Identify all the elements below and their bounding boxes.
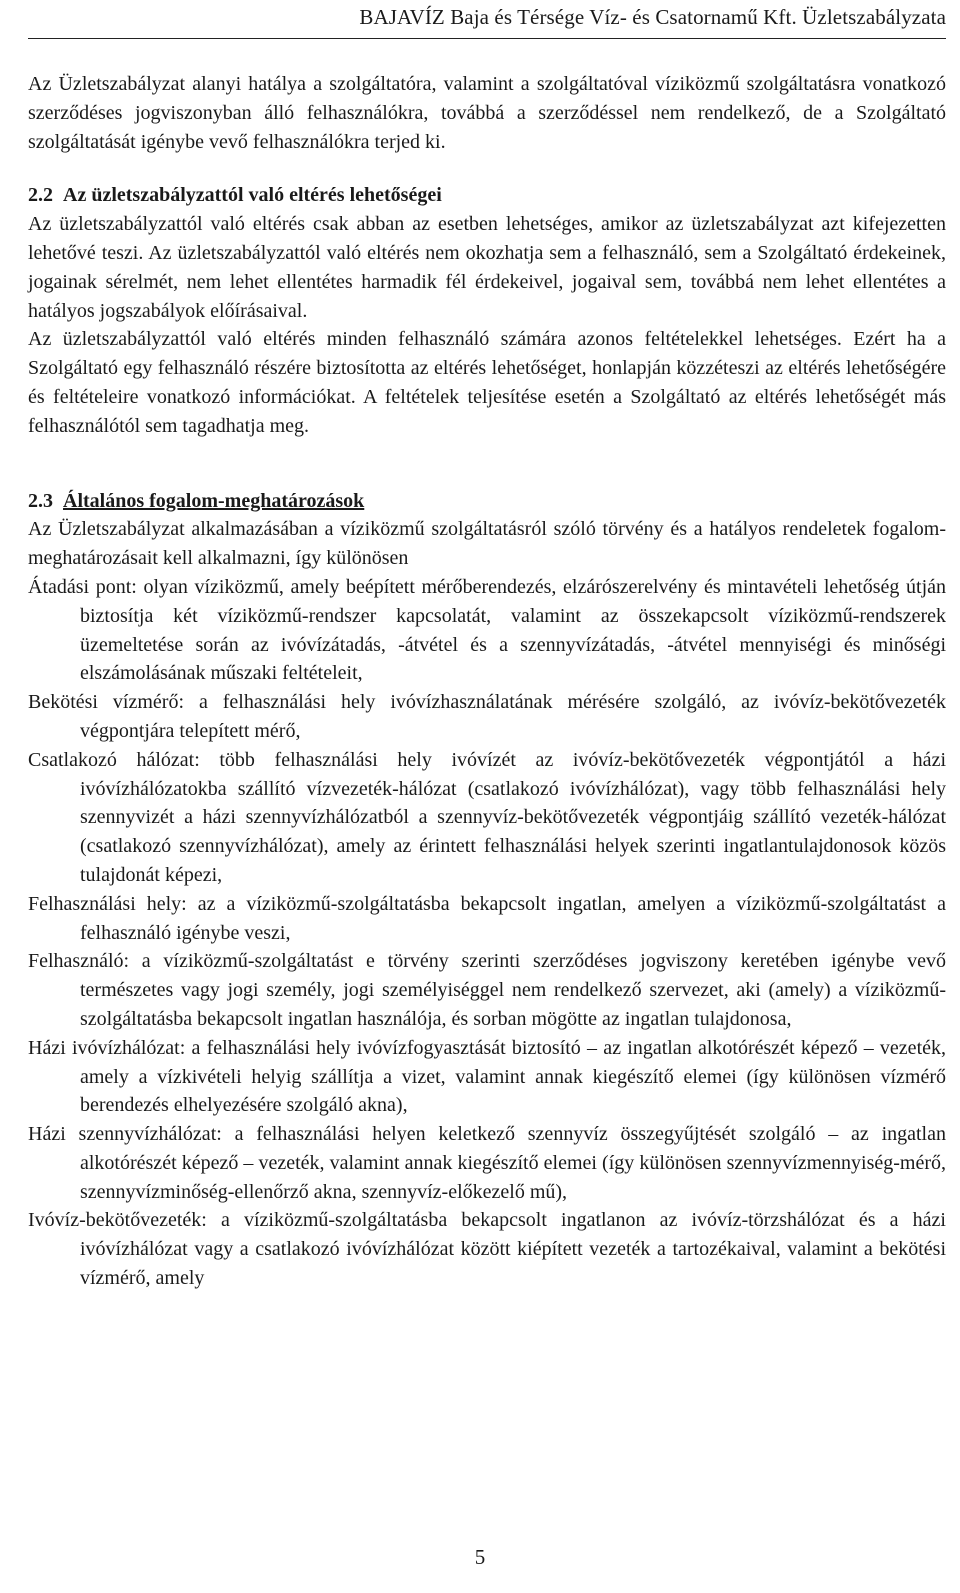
- page-content: [28, 70, 946, 1293]
- intro-paragraph: Az Üzletszabályzat alanyi hatálya a szolgáltatóra, valamint a szolgáltatóval víziközmű szolgáltatásra vonatkozó szerződéses jogviszonyban álló felhasználókra, továbbá a szerződéssel nem rendelkező, de a Szolgáltató szolgáltatását igénybe vevő felhasználókra terjed ki.: [28, 73, 946, 153]
- section-title: Általános fogalom-meghatározások: [63, 489, 365, 512]
- definition-list: [28, 573, 946, 1293]
- section-heading-2-3: [28, 487, 946, 516]
- definition-felhasznalo: Felhasználó: a víziközmű-szolgáltatást e törvény szerinti szerződéses jogviszony keretében igénybe vevő természetes vagy jogi személy, jogi személyiséggel nem rendelkező szervezet, aki (amely) a víziközmű-szolgáltatásba bekapcsolt ingatlan használója, és sorban mögötte az ingatlan tulajdonosa,: [28, 950, 946, 1030]
- definition-hazi-szennyvizhalozat: Házi szennyvízhálózat: a felhasználási helyen keletkező szennyvíz összegyűjtését szolgáló – az ingatlan alkotórészét képező – vezeték, valamint annak kiegészítő elemei (így különösen szennyvízmennyiség-mérő, szennyvízminőség-ellenőrző akna, szennyvíz-előkezelő mű),: [28, 1123, 946, 1203]
- running-header: BAJAVÍZ Baja és Térsége Víz- és Csatornamű Kft. Üzletszabályzata: [359, 5, 946, 29]
- definition-felhasznalasi-hely: Felhasználási hely: az a víziközmű-szolgáltatásba bekapcsolt ingatlan, amelyen a víziközmű-szolgáltatást a felhasználó igénybe veszi,: [28, 892, 946, 944]
- definition-csatlakozo-halozat: Csatlakozó hálózat: több felhasználási hely ivóvízét az ivóvíz-bekötővezeték végpontjától a házi ivóvízhálózatokba szállító vízvezeték-hálózat (csatlakozó ivóvízhálózat), vagy több felhasználási hely szennyvizét a házi szennyvízhálózatból a szennyvíz-bekötővezeték végpontjáig szállító vezeték-hálózat (csatlakozó szennyvízhálózat), amely az érintett felhasználási helyek szerinti ingatlantulajdonosok közös tulajdonát képezi,: [28, 748, 946, 886]
- section-2-3-intro: Az Üzletszabályzat alkalmazásában a víziközmű szolgáltatásról szóló törvény és a hatályos rendeletek fogalom-meghatározásait kell alkalmazni, így különösen: [28, 518, 946, 570]
- definition-bekotesi-vizmero: Bekötési vízmérő: a felhasználási hely ivóvízhasználatának mérésére szolgáló, az ivóvíz-bekötővezeték végpontjára telepített mérő,: [28, 691, 946, 742]
- section-number: 2.3: [28, 489, 53, 512]
- definition-hazi-ivovizhalozat: Házi ivóvízhálózat: a felhasználási hely ivóvízfogyasztását biztosító – az ingatlan alkotórészét képező – vezeték, amely a vízkivételi helyig szállítja a vizet, valamint annak kiegészítő elemei (így különösen vízmérő berendezés elhelyezésére szolgáló akna),: [28, 1036, 946, 1117]
- section-2-2-paragraph-1: Az üzletszabályzattól való eltérés csak abban az esetben lehetséges, amikor az üzletszabályzat azt kifejezetten lehetővé teszi. Az üzletszabályzattól való eltérés nem okozhatja sem a felhasználó, sem a Szolgáltató érdekeinek, jogainak sérelmét, nem lehet ellentétes harmadik fél érdekeivel, jogaival sem, továbbá nem lehet ellentétes a hatályos jogszabályok előírásaival.: [28, 213, 946, 322]
- section-2-2-paragraph-2: Az üzletszabályzattól való eltérés minden felhasználó számára azonos feltételekkel lehetséges. Ezért ha a Szolgáltató egy felhasználó részére biztosította az eltérés lehetőséget, honlapján közzéteszi az eltérés lehetőségére és feltételeire vonatkozó információkat. A feltételek teljesítése esetén a Szolgáltató az eltérés lehetőségét más felhasználótól sem tagadhatja meg.: [28, 328, 946, 437]
- section-heading-2-2: [28, 181, 946, 210]
- section-number: 2.2: [28, 184, 53, 207]
- header-rule: [28, 38, 946, 39]
- definition-ivoviz-bekotovezetek: Ivóvíz-bekötővezeték: a víziközmű-szolgáltatásba bekapcsolt ingatlanon az ivóvíz-törzshálózat és a házi ivóvízhálózat vagy a csatlakozó ivóvízhálózat között kiépített vezeték a tartozékaival, valamint a bekötési vízmérő, amely: [28, 1209, 946, 1290]
- definition-atadasi-pont: Átadási pont: olyan víziközmű, amely beépített mérőberendezés, elzárószerelvény és mintavételi lehetőség útján biztosítja két víziközmű-rendszer kapcsolatát, valamint az összekapcsolt víziközmű-rendszerek üzemeltetése során az ivóvízátadás, -átvétel és a szennyvízátadás, -átvétel mennyiségi és minőségi elszámolásának műszaki feltételeit,: [28, 575, 946, 685]
- page-number: 5: [474, 1545, 486, 1569]
- section-title: Az üzletszabályzattól való eltérés lehetőségei: [63, 184, 442, 207]
